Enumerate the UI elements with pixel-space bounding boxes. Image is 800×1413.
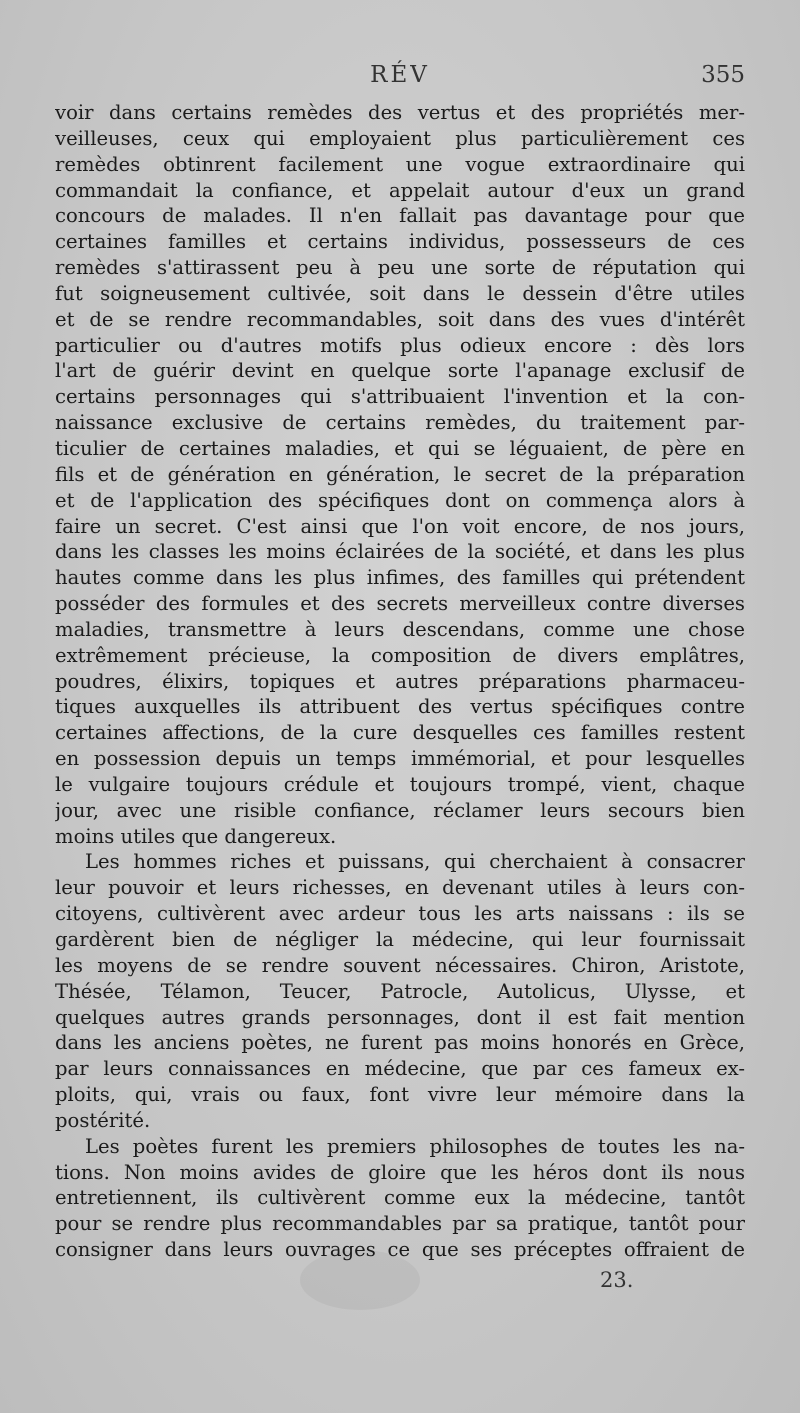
text-line: posséder des formules et des secrets merveilleux contre diverses xyxy=(55,592,745,616)
text-line: et de l'application des spécifiques dont on commença alors à xyxy=(55,488,745,512)
text-line: entretiennent, ils cultivèrent comme eux la médecine, tantôt xyxy=(55,1186,745,1210)
text-line: concours de malades. Il n'en fallait pas davantage pour que xyxy=(55,204,745,228)
text-line: commandait la confiance, et appelait autour d'eux un grand xyxy=(55,178,745,202)
text-line: pour se rendre plus recommandables par sa pratique, tantôt pour xyxy=(55,1212,745,1236)
text-line: extrêmement précieuse, la composition de divers emplâtres, xyxy=(55,643,745,667)
text-line: fut soigneusement cultivée, soit dans le dessein d'être utiles xyxy=(55,281,745,305)
page-number: 355 xyxy=(701,62,745,88)
text-line: quelques autres grands personnages, dont il est fait mention xyxy=(55,1005,745,1029)
text-line: ticulier de certaines maladies, et qui se léguaient, de père en xyxy=(55,436,745,460)
text-line: certaines familles et certains individus, possesseurs de ces xyxy=(55,230,745,254)
text-line: citoyens, cultivèrent avec ardeur tous les arts naissans : ils se xyxy=(55,902,745,926)
text-line: remèdes obtinrent facilement une vogue extraordinaire qui xyxy=(55,152,745,176)
text-line: postérité. xyxy=(55,1108,151,1132)
text-line: consigner dans leurs ouvrages ce que ses préceptes offraient de xyxy=(55,1238,745,1262)
text-line: dans les classes les moins éclairées de la société, et dans les plus xyxy=(55,540,745,564)
text-line: maladies, transmettre à leurs descendans, comme une chose xyxy=(55,617,745,641)
text-line: veilleuses, ceux qui employaient plus particulièrement ces xyxy=(55,126,745,150)
text-line: Les hommes riches et puissans, qui cherchaient à consacrer xyxy=(85,850,745,874)
text-line: Les poètes furent les premiers philosophes de toutes les na- xyxy=(85,1134,745,1158)
text-line: gardèrent bien de négliger la médecine, qui leur fournissait xyxy=(55,928,745,951)
text-line: dans les anciens poètes, ne furent pas moins honorés en Grèce, xyxy=(55,1031,745,1055)
text-line: tiques auxquelles ils attribuent des vertus spécifiques contre xyxy=(55,695,745,719)
text-line: par leurs connaissances en médecine, que par ces fameux ex- xyxy=(55,1057,745,1081)
text-line: naissance exclusive de certains remèdes, du traitement par- xyxy=(55,411,745,435)
text-line: poudres, élixirs, topiques et autres préparations pharmaceu- xyxy=(55,669,745,693)
text-line: en possession depuis un temps immémorial, et pour lesquelles xyxy=(55,747,745,771)
text-line: hautes comme dans les plus infimes, des familles qui prétendent xyxy=(55,566,745,590)
text-line: l'art de guérir devint en quelque sorte l'apanage exclusif de xyxy=(55,359,745,383)
page-header xyxy=(55,62,745,98)
text-line: voir dans certains remèdes des vertus et des propriétés mer- xyxy=(55,101,745,124)
text-line: faire un secret. C'est ainsi que l'on voit encore, de nos jours, xyxy=(55,514,745,538)
text-line: les moyens de se rendre souvent nécessaires. Chiron, Aristote, xyxy=(55,953,745,977)
text-line: le vulgaire toujours crédule et toujours trompé, vient, chaque xyxy=(55,772,745,796)
text-line: ploits, qui, vrais ou faux, font vivre leur mémoire dans la xyxy=(55,1083,745,1107)
text-line: leur pouvoir et leurs richesses, en devenant utiles à leurs con- xyxy=(55,876,745,900)
running-head: RÉV xyxy=(370,62,430,88)
text-line: remèdes s'attirassent peu à peu une sorte de réputation qui xyxy=(55,256,745,280)
text-line: particulier ou d'autres motifs plus odieux encore : dès lors xyxy=(55,333,745,357)
signature-mark: 23. xyxy=(600,1268,634,1292)
text-line: fils et de génération en génération, le secret de la préparation xyxy=(55,462,745,486)
text-line: Thésée, Télamon, Teucer, Patrocle, Autolicus, Ulysse, et xyxy=(55,979,745,1003)
text-line: tions. Non moins avides de gloire que les héros dont ils nous xyxy=(55,1160,745,1184)
text-line: certains personnages qui s'attribuaient l'invention et la con- xyxy=(55,385,745,409)
text-line: et de se rendre recommandables, soit dans des vues d'intérêt xyxy=(55,307,745,331)
body-text xyxy=(55,100,745,1263)
text-line: jour, avec une risible confiance, réclamer leurs secours bien xyxy=(55,798,745,822)
text-line: certaines affections, de la cure desquelles ces familles restent xyxy=(55,721,745,745)
text-line: moins utiles que dangereux. xyxy=(55,824,337,848)
